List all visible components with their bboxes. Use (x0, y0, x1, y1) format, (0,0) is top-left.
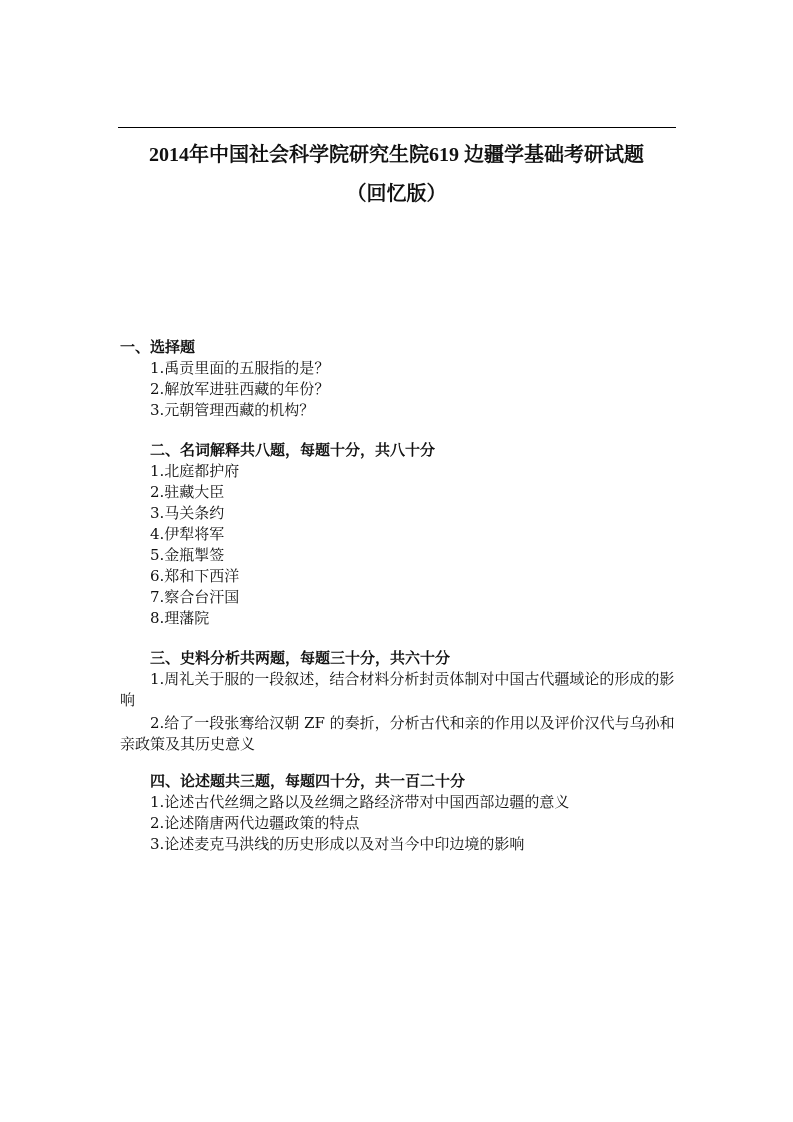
document-title: 2014年中国社会科学院研究生院619 边疆学基础考研试题 (149, 144, 644, 166)
section-heading: 三、史料分析共两题，每题三十分，共六十分 (150, 649, 451, 667)
section-heading: 四、论述题共三题，每题四十分，共一百二十分 (150, 772, 466, 790)
question: 2.给了一段张骞给汉朝 ZF 的奏折，分析古代和亲的作用以及评价汉代与乌孙和亲政策及其历史意义 (120, 714, 675, 753)
question: 3.论述麦克马洪线的历史形成以及对当今中印边境的影响 (150, 835, 525, 853)
question: 1.禹贡里面的五服指的是？ (150, 359, 330, 377)
question: 6.郑和下西洋 (150, 567, 240, 585)
question: 3.马关条约 (150, 504, 225, 522)
section-essay (120, 771, 676, 855)
question: 4.伊犁将军 (150, 525, 225, 543)
question: 3.元朝管理西藏的机构？ (150, 401, 315, 419)
question: 5.金瓶掣签 (150, 546, 225, 564)
header-rule (118, 127, 676, 128)
question: 1.北庭都护府 (150, 462, 240, 480)
section-source-analysis (120, 648, 676, 755)
section-heading: 一、选择题 (120, 338, 196, 356)
question: 2.驻藏大臣 (150, 483, 225, 501)
question: 1.论述古代丝绸之路以及丝绸之路经济带对中国西部边疆的意义 (150, 793, 570, 811)
section-terms (120, 440, 676, 629)
question: 2.解放军进驻西藏的年份？ (150, 380, 330, 398)
question: 7.察合台汗国 (150, 588, 240, 606)
question: 8.理藩院 (150, 609, 210, 627)
section-heading: 二、名词解释共八题，每题十分，共八十分 (150, 441, 436, 459)
section-choice (120, 337, 676, 421)
document-subtitle: （回忆版） (346, 181, 447, 205)
question: 2.论述隋唐两代边疆政策的特点 (150, 814, 360, 832)
question: 1.周礼关于服的一段叙述，结合材料分析封贡体制对中国古代疆域论的形成的影响 (120, 670, 675, 709)
